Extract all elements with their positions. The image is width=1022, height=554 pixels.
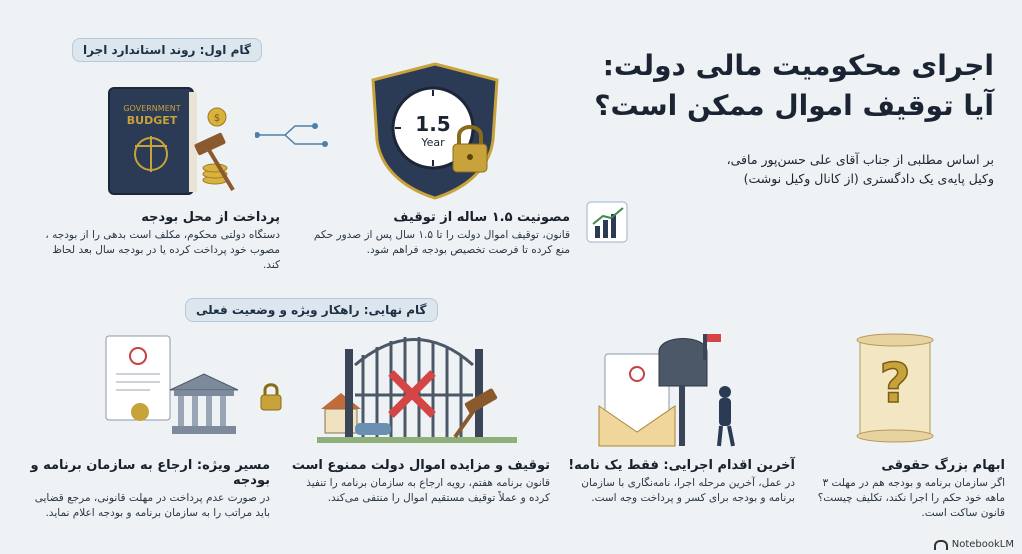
- card-letter-title: آخرین اقدام اجرایی: فقط یک نامه!: [568, 458, 795, 473]
- card-special-body: در صورت عدم پرداخت در مهلت قانونی، مرجع قضایی باید مراتب را به سازمان برنامه و بودجه اعلام نماید.: [34, 492, 270, 519]
- card-special-title: مسیر ویژه: ارجاع به سازمان برنامه و بودجه: [30, 458, 270, 488]
- card-budget-title: پرداخت از محل بودجه: [141, 210, 280, 225]
- step-label-final: گام نهایی: راهکار ویژه و وضعیت فعلی: [185, 298, 438, 322]
- card-budget: [40, 210, 280, 273]
- connector-icon: [255, 120, 345, 150]
- card-immunity-title: مصونیت ۱.۵ ساله از توقیف: [393, 210, 570, 225]
- subtitle-line-1: بر اساس مطلبی از جناب آقای علی حسن‌پور مافی،: [726, 152, 994, 167]
- gate-illustration: [315, 325, 520, 445]
- book-label-2: BUDGET: [126, 114, 178, 127]
- card-seizure-body: قانون برنامه هفتم، رویه ارجاع به سازمان برنامه را تنفیذ کرده و عملاً توقیف مستقیم اموال را منتفی می‌کند.: [306, 477, 550, 504]
- card-immunity: [305, 210, 570, 258]
- card-immunity-body: قانون، توقیف اموال دولت را تا ۱.۵ سال پس از صدور حکم منع کرده تا فرصت تخصیص بودجه فراهم شود.: [313, 229, 570, 256]
- title-line-2: آیا توقیف اموال ممکن است؟: [594, 89, 994, 122]
- step-label-first: گام اول: روند استاندارد اجرا: [72, 38, 262, 62]
- subtitle-line-2: وکیل پایه‌ی یک دادگستری (از کانال وکیل نوشت): [743, 171, 994, 186]
- padlock-icon: [258, 382, 284, 412]
- watermark: [934, 539, 1014, 550]
- card-letter: [560, 458, 795, 506]
- card-letter-body: در عمل، آخرین مرحله اجرا، نامه‌نگاری با سازمان برنامه و بودجه برای کسر و پرداخت وجه است.: [581, 477, 795, 504]
- coin-icon: [206, 106, 228, 128]
- book-label-1: GOVERNMENT: [123, 104, 181, 113]
- card-ambiguity-title: ابهام بزرگ حقوقی: [881, 458, 1005, 473]
- shield-clock-illustration: [365, 60, 505, 200]
- svg-text:?: ?: [879, 352, 911, 415]
- watermark-text: NotebookLM: [951, 539, 1014, 550]
- card-special: [20, 458, 270, 521]
- budget-book-illustration: [105, 80, 245, 200]
- page-subtitle: [614, 150, 994, 188]
- title-line-1: اجرای محکومیت مالی دولت:: [602, 49, 994, 82]
- page-title: [554, 46, 994, 126]
- growth-chart-icon: [585, 200, 629, 244]
- card-ambiguity-body: اگر سازمان برنامه و بودجه هم در مهلت ۳ ماهه خود حکم را اجرا نکند، تکلیف چیست؟ قانون ساکت است.: [817, 477, 1005, 519]
- svg-text:$: $: [213, 113, 221, 124]
- clock-unit: Year: [421, 136, 445, 149]
- card-budget-body: دستگاه دولتی محکوم، مکلف است بدهی را از بودجه ، مصوب خود پرداخت کرده یا در بودجه سال بعد لحاظ کند.: [45, 229, 280, 271]
- card-seizure: [290, 458, 550, 506]
- question-scroll-icon: [850, 332, 946, 444]
- notebooklm-logo-icon: [934, 540, 948, 550]
- card-ambiguity: [805, 458, 1005, 521]
- card-seizure-title: توقیف و مزایده اموال دولت ممنوع است: [291, 458, 550, 473]
- clock-value: 1.5: [415, 112, 451, 136]
- document-bank-illustration: [100, 332, 240, 442]
- mailbox-illustration: [595, 330, 745, 450]
